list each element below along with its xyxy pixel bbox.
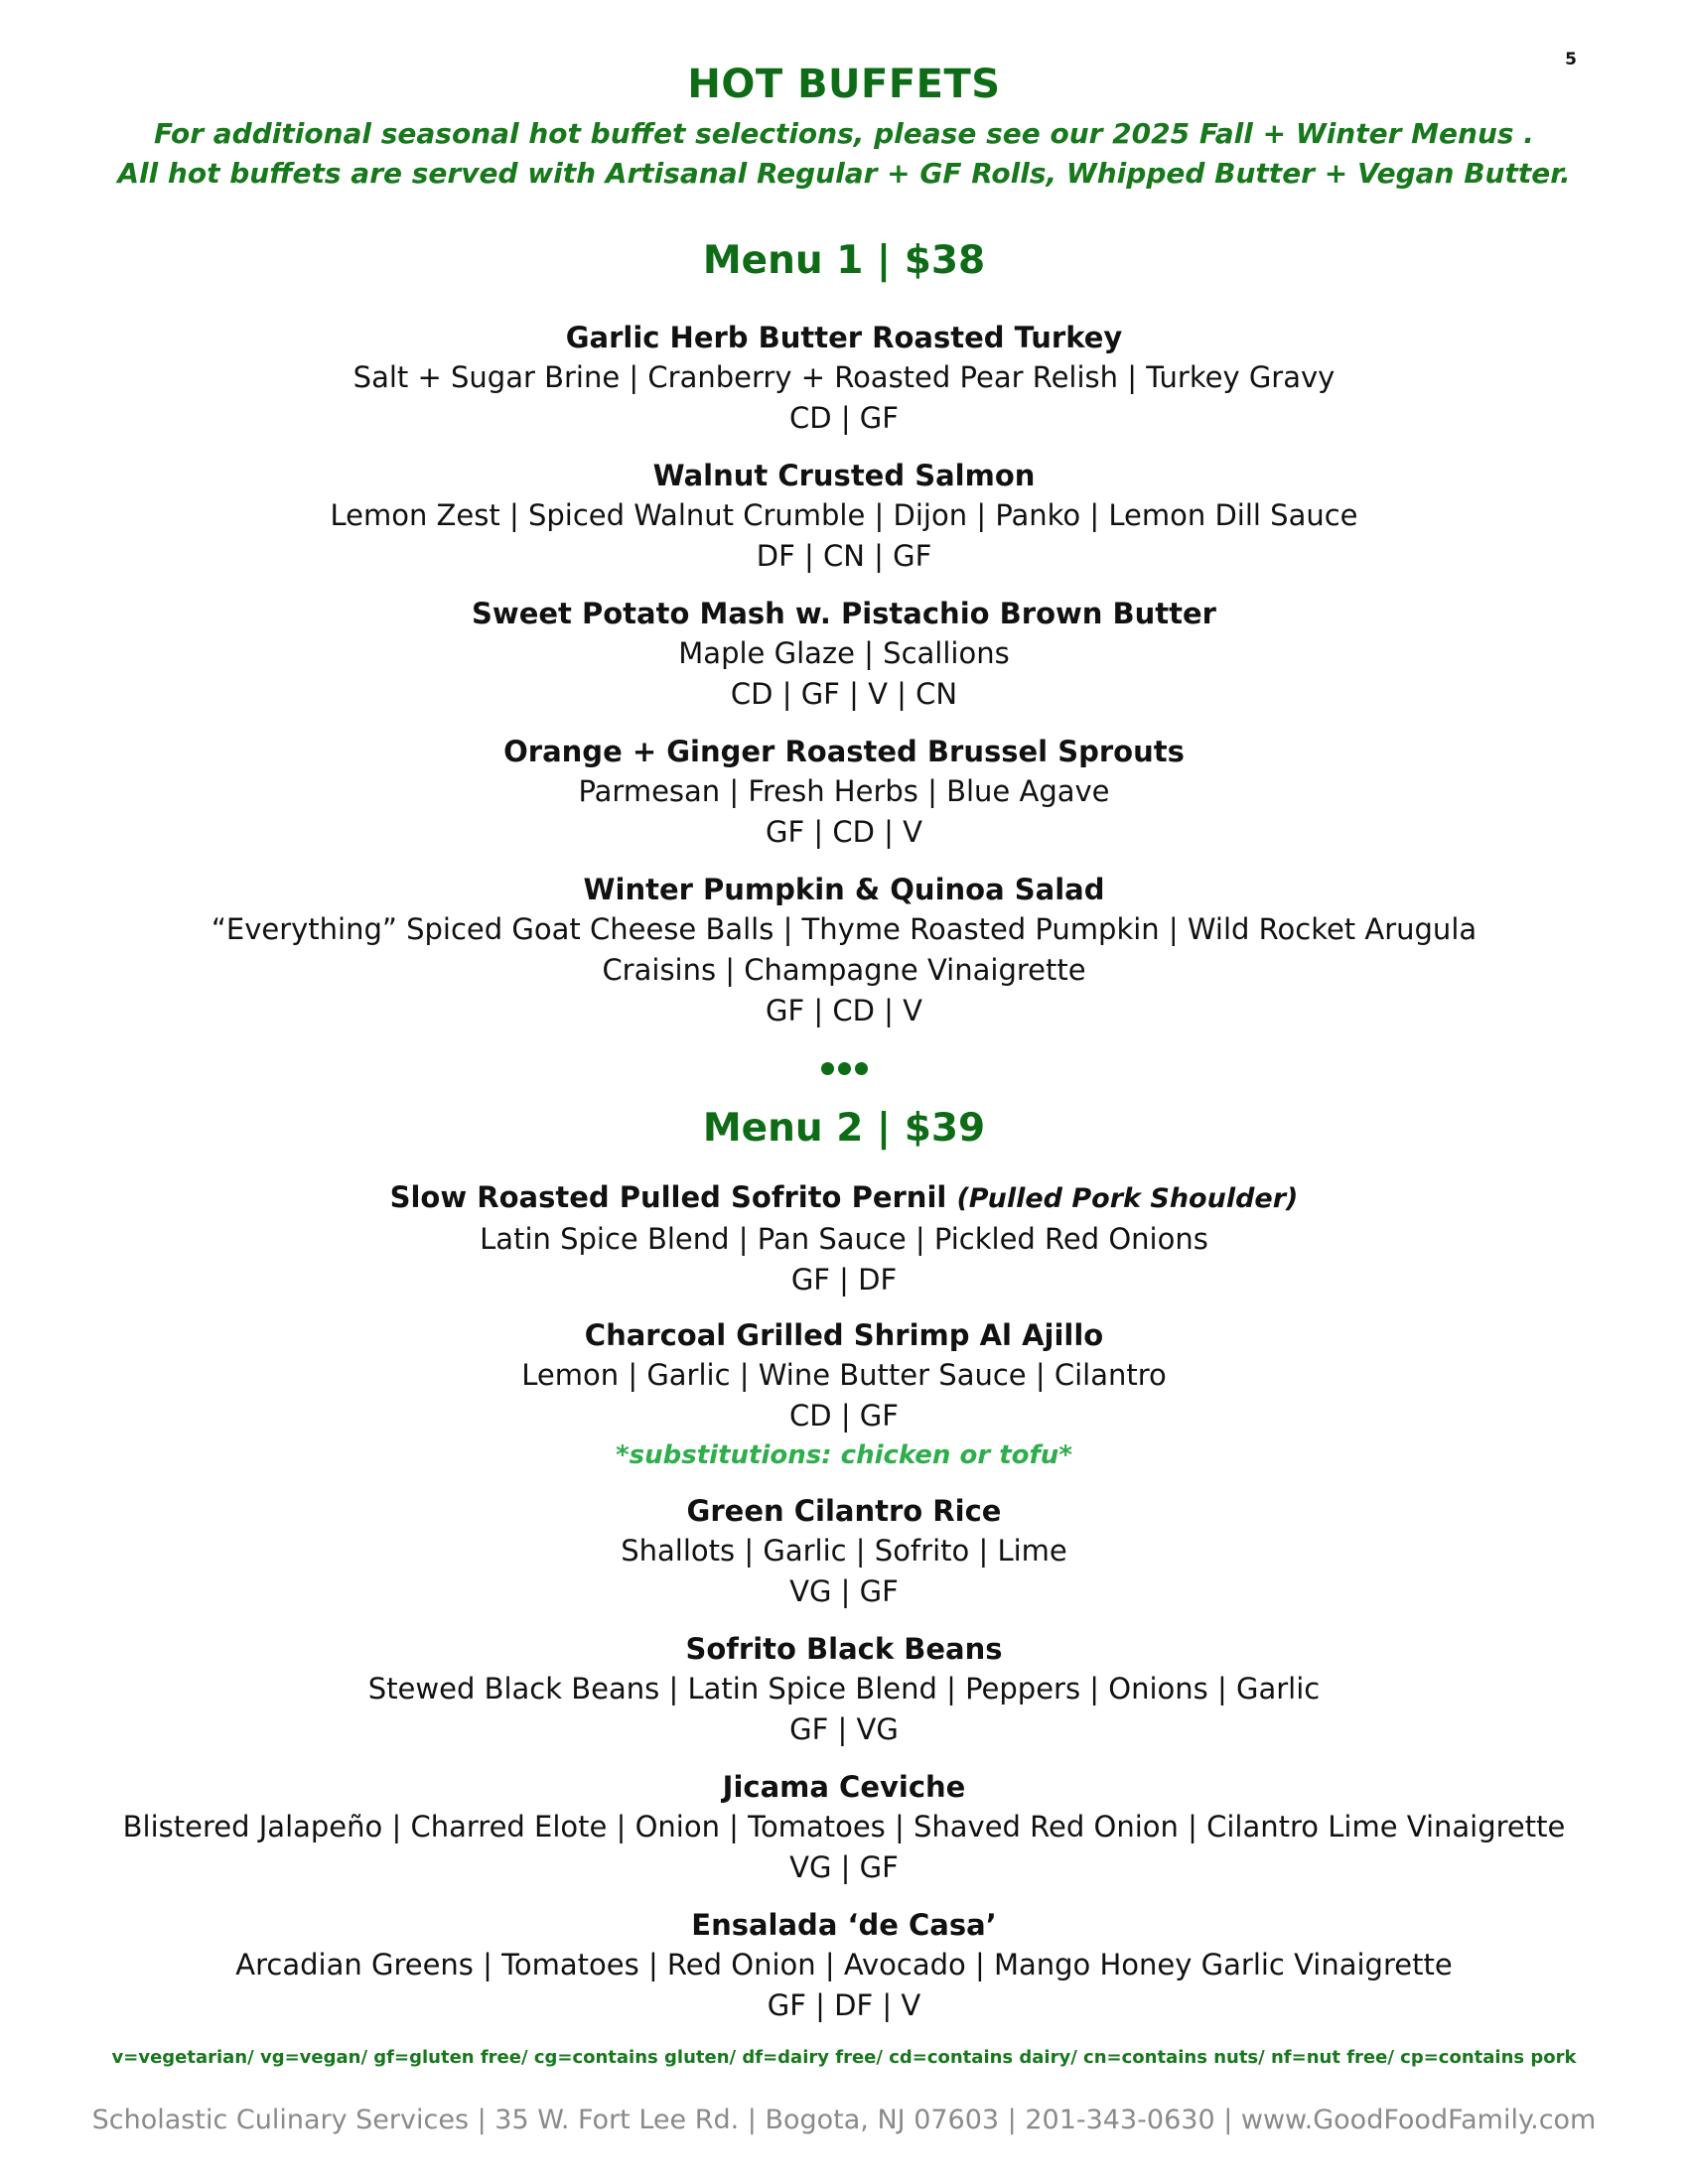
dish-name-text: Slow Roasted Pulled Sofrito Pernil — [389, 1180, 947, 1214]
page-number: 5 — [1565, 50, 1577, 69]
dish-description: Maple Glaze | Scallions — [678, 636, 1010, 670]
divider-dot — [855, 1062, 868, 1075]
menu-1-heading: Menu 1 | $38 — [702, 238, 986, 283]
dish-diet-tags: GF | CD | V — [766, 994, 922, 1027]
dish-name: Walnut Crusted Salmon — [652, 459, 1036, 492]
dish-name-note: (Pulled Pork Shoulder) — [956, 1183, 1299, 1214]
dish-diet-tags: CD | GF — [789, 401, 899, 435]
dish-name: Ensalada ‘de Casa’ — [691, 1908, 997, 1942]
dish-description: Salt + Sugar Brine | Cranberry + Roasted Pear Relish | Turkey Gravy — [352, 360, 1336, 394]
dish-diet-tags: GF | DF | V — [767, 1988, 921, 2022]
dish-name: Garlic Herb Butter Roasted Turkey — [565, 321, 1123, 354]
footer-contact: Scholastic Culinary Services | 35 W. Fort Lee Rd. | Bogota, NJ 07603 | 201-343-0630 | www.GoodFoodFamily.com — [91, 2105, 1597, 2135]
dish-diet-tags: GF | VG — [789, 1712, 899, 1746]
dish-name: Charcoal Grilled Shrimp Al Ajillo — [584, 1318, 1104, 1352]
dish-name: Green Cilantro Rice — [686, 1494, 1002, 1528]
dish-item — [0, 1905, 1688, 2026]
dish-diet-tags: CD | GF | V | CN — [730, 677, 958, 711]
section-divider — [0, 1062, 1688, 1082]
dish-name: Sweet Potato Mash w. Pistachio Brown Butter — [472, 597, 1216, 630]
dish-item — [0, 318, 1688, 439]
intro-line-2: All hot buffets are served with Artisanal Regular + GF Rolls, Whipped Butter + Vegan Butter. — [117, 157, 1571, 190]
dish-diet-tags: GF | DF — [790, 1263, 898, 1297]
dish-diet-tags: GF | CD | V — [766, 815, 922, 849]
dish-description: Craisins | Champagne Vinaigrette — [602, 953, 1086, 987]
dish-item — [0, 870, 1688, 1031]
dish-description: Arcadian Greens | Tomatoes | Red Onion | Avocado | Mango Honey Garlic Vinaigrette — [235, 1948, 1453, 1981]
dish-name: Winter Pumpkin & Quinoa Salad — [583, 873, 1105, 906]
page-title: HOT BUFFETS — [687, 62, 1001, 107]
intro-line-1: For additional seasonal hot buffet selections, please see our 2025 Fall + Winter Menus . — [154, 117, 1534, 150]
dish-item — [0, 1177, 1688, 1300]
dish-description: Lemon | Garlic | Wine Butter Sauce | Cilantro — [521, 1358, 1167, 1392]
dish-name: Jicama Ceviche — [722, 1770, 966, 1804]
dish-diet-tags: DF | CN | GF — [756, 539, 932, 573]
dish-item — [0, 732, 1688, 853]
divider-dot — [821, 1062, 834, 1075]
substitution-note: *substitutions: chicken or tofu* — [616, 1440, 1072, 1470]
dish-description: Blistered Jalapeño | Charred Elote | Onion | Tomatoes | Shaved Red Onion | Cilantro Lime Vinaigrette — [122, 1810, 1566, 1843]
dish-item — [0, 1491, 1688, 1612]
dish-description: “Everything” Spiced Goat Cheese Balls | Thyme Roasted Pumpkin | Wild Rocket Arugula — [211, 912, 1477, 946]
dish-name: Orange + Ginger Roasted Brussel Sprouts — [503, 735, 1185, 768]
dish-diet-tags: VG | GF — [789, 1850, 899, 1884]
dish-description: Parmesan | Fresh Herbs | Blue Agave — [578, 774, 1110, 808]
dish-item — [0, 456, 1688, 577]
dish-name: Sofrito Black Beans — [685, 1632, 1003, 1666]
dish-diet-tags: VG | GF — [789, 1574, 899, 1608]
dish-item — [0, 594, 1688, 715]
dish-description: Lemon Zest | Spiced Walnut Crumble | Dijon | Panko | Lemon Dill Sauce — [330, 498, 1358, 532]
dish-item — [0, 1315, 1688, 1474]
dietary-legend: v=vegetarian/ vg=vegan/ gf=gluten free/ cg=contains gluten/ df=dairy free/ cd=contains dairy/ cn=contains nuts/ nf=nut free/ cp=contains pork — [111, 2047, 1577, 2068]
dish-item — [0, 1767, 1688, 1888]
menu-2-heading: Menu 2 | $39 — [702, 1106, 986, 1151]
divider-dot — [838, 1062, 851, 1075]
dish-description: Shallots | Garlic | Sofrito | Lime — [621, 1534, 1067, 1568]
dish-diet-tags: CD | GF — [789, 1399, 899, 1433]
dish-item — [0, 1629, 1688, 1750]
dish-description: Stewed Black Beans | Latin Spice Blend | Peppers | Onions | Garlic — [367, 1672, 1321, 1706]
dish-description: Latin Spice Blend | Pan Sauce | Pickled Red Onions — [480, 1222, 1208, 1256]
dish-name — [0, 1177, 1688, 1219]
